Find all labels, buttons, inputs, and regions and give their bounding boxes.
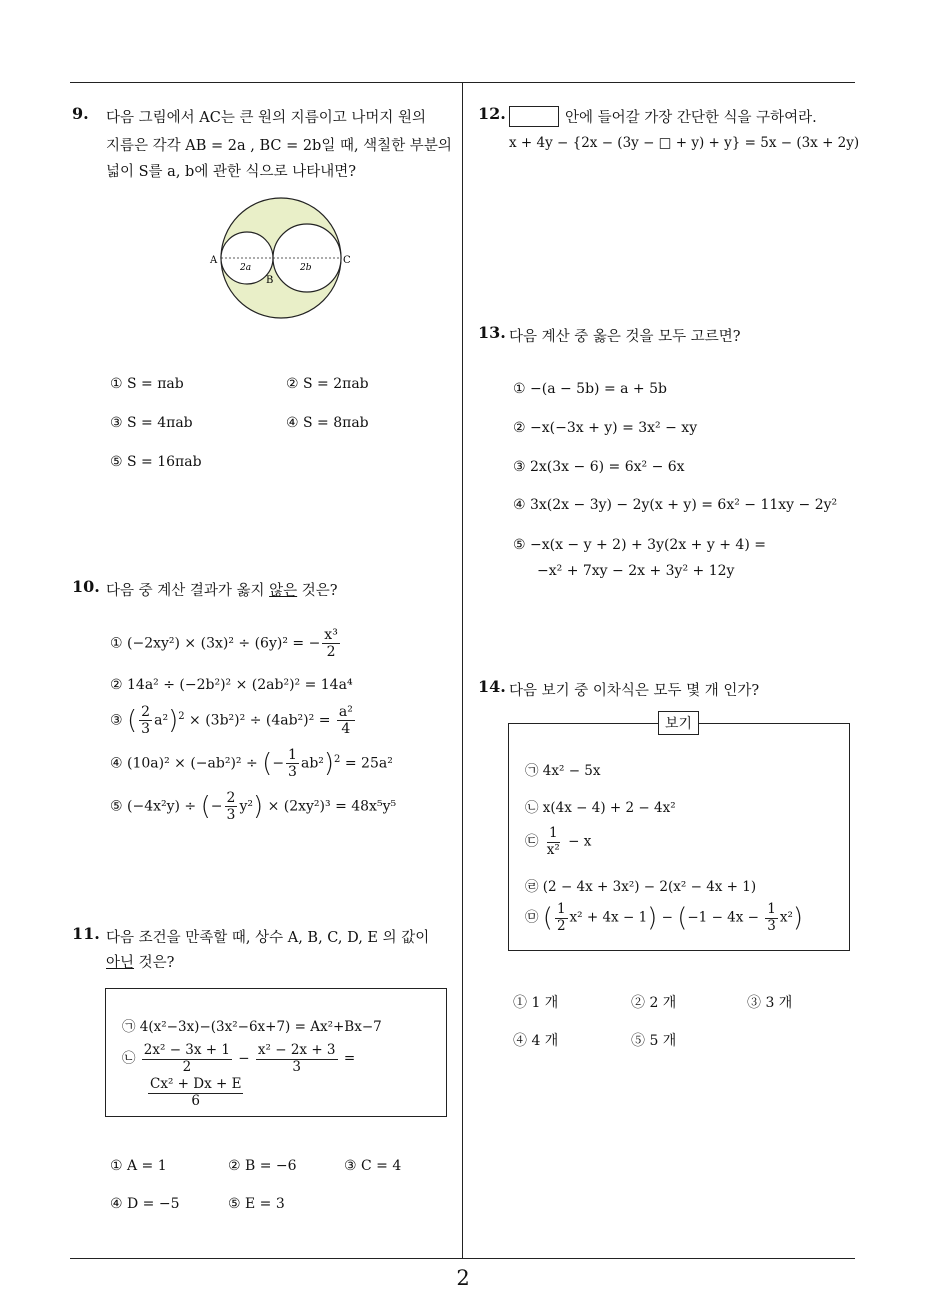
fraction <box>765 902 778 934</box>
condition-1: ㉠ 4(x²−3x)−(3x²−6x+7) = Ax²+Bx−7 <box>122 1019 382 1035</box>
numerator: 2 <box>141 704 151 720</box>
option-4[interactable]: ④ S = 8πab <box>286 415 369 431</box>
option-3[interactable]: ③ 3 개 <box>747 995 793 1011</box>
option-3[interactable]: ③ S = 4πab <box>110 415 193 431</box>
option-5[interactable]: ⑤ E = 3 <box>228 1196 285 1212</box>
option-1[interactable]: ① A = 1 <box>110 1158 167 1174</box>
question-text: 다음 보기 중 이차식은 모두 몇 개 인가? <box>509 683 760 699</box>
paren-open: ( <box>127 705 138 736</box>
fraction <box>545 826 562 858</box>
question-text-line: 지름은 각각 AB = 2a , BC = 2b일 때, 색칠한 부분의 <box>106 138 452 154</box>
option-1[interactable] <box>110 627 342 660</box>
item-mark: ㉢ <box>525 833 539 850</box>
item-text: x² <box>779 909 793 926</box>
condition-mark: ㉡ <box>122 1050 136 1067</box>
option-2[interactable]: ② −x(−3x + y) = 3x² − xy <box>513 420 698 436</box>
option-1[interactable]: ① S = πab <box>110 376 184 392</box>
fraction <box>225 790 238 823</box>
denominator: x² <box>546 841 560 858</box>
question-number: 13. <box>478 323 506 342</box>
bogi-item-1: ㉠ 4x² − 5x <box>525 763 601 779</box>
question-text-part: 다음 중 계산 결과가 옳지 <box>106 583 270 599</box>
item-text: − <box>657 909 678 926</box>
question-number: 10. <box>72 577 100 596</box>
fraction <box>555 902 568 934</box>
operator: = <box>343 1050 356 1067</box>
page-number: 2 <box>456 1266 470 1290</box>
option-2[interactable]: ② 14a² ÷ (−2b²)² × (2ab²)² = 14a⁴ <box>110 677 353 693</box>
numerator: a² <box>338 704 353 720</box>
conditions-box <box>105 988 447 1117</box>
condition-2 <box>122 1043 355 1075</box>
segment-2a-label: 2a <box>240 263 252 273</box>
option-5[interactable]: ⑤ −x(x − y + 2) + 3y(2x + y + 4) = <box>513 537 766 553</box>
option-text: ⑤ (−4x²y) ÷ <box>110 798 197 815</box>
paren-close: ) <box>168 705 179 736</box>
denominator: 3 <box>226 807 236 824</box>
option-text: ① (−2xy²) × (3x)² ÷ (6y)² = − <box>110 635 321 652</box>
column-divider <box>462 82 463 1258</box>
emphasis-underline: 않은 <box>269 583 298 599</box>
fraction <box>139 704 152 737</box>
question-text-line <box>106 951 174 972</box>
option-text: ab² <box>300 755 324 772</box>
option-5[interactable]: ⑤ 5 개 <box>631 1033 677 1049</box>
denominator: 3 <box>141 721 151 738</box>
paren-close: ) <box>792 903 804 934</box>
answer-blank-box[interactable] <box>509 106 559 127</box>
fraction <box>286 747 299 780</box>
question-text-part: 것은? <box>297 583 338 599</box>
question-text-line <box>509 106 817 127</box>
question-number: 11. <box>72 924 100 943</box>
point-c-label: C <box>343 255 351 266</box>
option-2[interactable]: ② B = −6 <box>228 1158 297 1174</box>
bogi-item-3 <box>525 826 591 858</box>
paren-open: ( <box>262 748 273 779</box>
question-number: 12. <box>478 104 506 123</box>
point-b-label: B <box>266 275 274 286</box>
bogi-item-4: ㉣ (2 − 4x + 3x²) − 2(x² − 4x + 1) <box>525 879 757 895</box>
denominator: 3 <box>767 917 776 934</box>
denominator: 2 <box>556 917 566 934</box>
bogi-label: 보기 <box>658 711 699 735</box>
numerator: 1 <box>549 825 558 841</box>
fraction <box>142 1043 232 1075</box>
option-4[interactable]: ④ D = −5 <box>110 1196 180 1212</box>
option-5-continuation: −x² + 7xy − 2x + 3y² + 12y <box>537 563 735 579</box>
bogi-item-2: ㉡ x(4x − 4) + 2 − 4x² <box>525 800 676 816</box>
denominator: 6 <box>191 1092 201 1109</box>
denominator: 3 <box>292 1058 301 1075</box>
condition-2-cont <box>146 1077 245 1109</box>
fraction <box>337 704 355 737</box>
emphasis-underline: 아닌 <box>106 955 135 971</box>
operator: − <box>238 1050 250 1067</box>
question-text-part: 안에 들어갈 가장 간단한 식을 구하여라. <box>565 110 817 126</box>
paren-open: ( <box>677 903 688 934</box>
option-text: × (3b²)² ÷ (4ab²)² = <box>184 712 331 729</box>
option-2[interactable]: ② S = 2πab <box>286 376 369 392</box>
option-1[interactable]: ① 1 개 <box>513 995 559 1011</box>
question-number: 9. <box>72 104 89 123</box>
question-text: 다음 계산 중 옳은 것을 모두 고르면? <box>509 329 741 345</box>
option-text: − <box>272 755 285 772</box>
option-text: = 25a² <box>340 755 393 772</box>
numerator: 2x² − 3x + 1 <box>143 1042 230 1058</box>
paren-open: ( <box>542 903 553 934</box>
equation: x + 4y − {2x − (3y − □ + y) + y} = 5x − (3x + 2y) <box>509 135 860 151</box>
paren-open: ( <box>200 791 211 822</box>
option-4[interactable] <box>110 747 393 780</box>
numerator: x² − 2x + 3 <box>257 1042 336 1058</box>
option-text: × (2xy²)³ = 48x⁵y⁵ <box>263 798 397 815</box>
option-4[interactable]: ④ 4 개 <box>513 1033 559 1049</box>
fraction <box>256 1043 338 1075</box>
item-text: −1 − 4x − <box>687 909 764 926</box>
denominator: 4 <box>341 721 351 738</box>
option-5[interactable]: ⑤ S = 16πab <box>110 454 202 470</box>
paren-close: ) <box>647 903 658 934</box>
question-text <box>106 579 338 600</box>
option-5[interactable] <box>110 790 396 823</box>
denominator: 2 <box>326 644 336 661</box>
numerator: x³ <box>324 627 338 643</box>
option-1[interactable]: ① −(a − 5b) = a + 5b <box>513 381 667 397</box>
numerator: 1 <box>288 747 297 763</box>
bogi-item-5 <box>525 902 803 934</box>
option-mark: ③ <box>110 712 123 729</box>
question-text-line: 다음 조건을 만족할 때, 상수 A, B, C, D, E 의 값이 <box>106 930 430 946</box>
option-text: y² <box>239 798 253 815</box>
option-2[interactable]: ② 2 개 <box>631 995 677 1011</box>
point-a-label: A <box>210 255 218 266</box>
numerator: 2 <box>226 790 236 806</box>
option-3[interactable]: ③ 2x(3x − 6) = 6x² − 6x <box>513 459 685 475</box>
segment-2b-label: 2b <box>300 263 312 273</box>
item-mark: ㉤ <box>525 909 539 926</box>
exponent: 2 <box>178 710 185 722</box>
fraction <box>322 627 340 660</box>
exponent: 2 <box>334 753 341 765</box>
option-3[interactable] <box>110 704 357 737</box>
question-text-line: 넓이 S를 a, b에 관한 식으로 나타내면? <box>106 164 356 180</box>
option-text: ④ (10a)² × (−ab²)² ÷ <box>110 755 258 772</box>
option-text: a² <box>154 712 169 729</box>
denominator: 2 <box>182 1058 192 1075</box>
item-text: x² + 4x − 1 <box>569 909 648 926</box>
circle-figure <box>200 195 360 325</box>
item-text: − x <box>563 833 592 850</box>
denominator: 3 <box>288 764 297 781</box>
numerator: Cx² + Dx + E <box>150 1076 242 1092</box>
numerator: 1 <box>556 901 566 917</box>
fraction <box>148 1077 243 1109</box>
paren-close: ) <box>252 791 264 822</box>
bottom-rule <box>70 1258 855 1259</box>
question-text-part: 것은? <box>134 955 175 971</box>
question-number: 14. <box>478 677 506 696</box>
question-text-line: 다음 그림에서 AC는 큰 원의 지름이고 나머지 원의 <box>106 110 426 126</box>
option-text: − <box>210 798 223 815</box>
numerator: 1 <box>767 901 776 917</box>
bogi-box <box>508 723 850 951</box>
option-4[interactable]: ④ 3x(2x − 3y) − 2y(x + y) = 6x² − 11xy − 2y² <box>513 497 838 513</box>
option-3[interactable]: ③ C = 4 <box>344 1158 402 1174</box>
paren-close: ) <box>323 748 335 779</box>
